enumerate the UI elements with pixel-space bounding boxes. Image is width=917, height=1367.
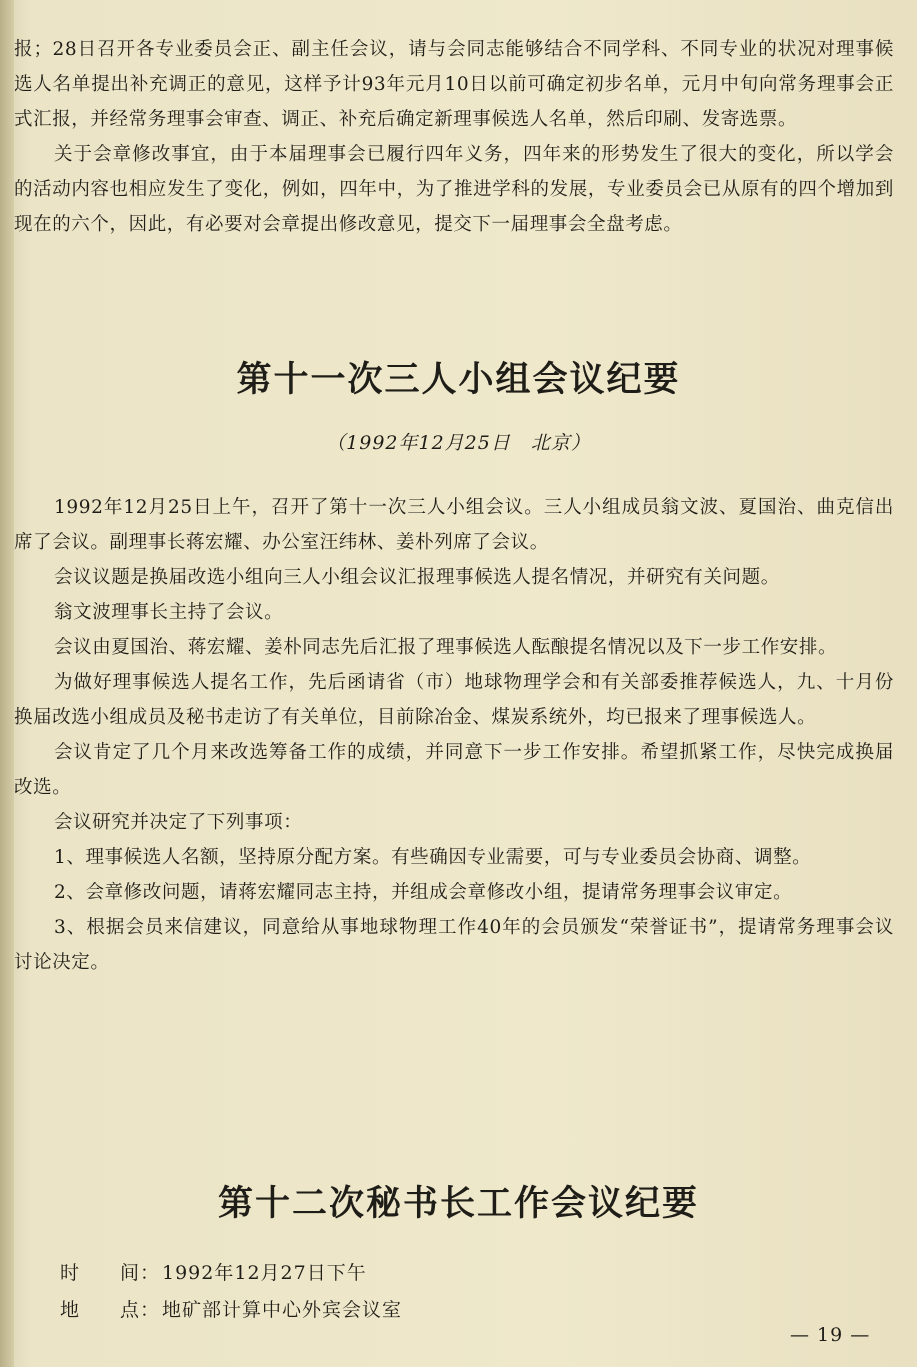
- section-body: [14, 490, 894, 980]
- list-item: 3、根据会员来信建议，同意给从事地球物理工作40年的会员颁发“荣誉证书”，提请常务理事会议讨论决定。: [14, 917, 894, 973]
- paragraph: 会议肯定了几个月来改选筹备工作的成绩，并同意下一步工作安排。希望抓紧工作，尽快完成换届改选。: [14, 742, 894, 798]
- place-label: 地 点：: [60, 1299, 161, 1321]
- paragraph: 报；28日召开各专业委员会正、副主任会议，请与会同志能够结合不同学科、不同专业的状况对理事候选人名单提出补充调正的意见，这样予计93年元月10日以前可确定初步名单，元月中旬向常务理事会正式汇报，并经常务理事会审查、调正、补充后确定新理事候选人名单，然后印刷、发寄选票。: [14, 39, 894, 130]
- page-binding-shadow: [0, 0, 14, 1367]
- paragraph: 翁文波理事长主持了会议。: [54, 602, 284, 623]
- section-title: 第十一次三人小组会议纪要: [236, 360, 681, 400]
- meeting-place-row: [60, 1295, 402, 1322]
- page-number: — 19 —: [790, 1324, 871, 1346]
- place-value: 地矿部计算中心外宾会议室: [162, 1299, 403, 1321]
- paragraph: 关于会章修改事宜，由于本届理事会已履行四年义务，四年来的形势发生了很大的变化，所以学会的活动内容也相应发生了变化，例如，四年中，为了推进学科的发展，专业委员会已从原有的四个增加到现在的六个，因此，有必要对会章提出修改意见，提交下一届理事会全盘考虑。: [14, 144, 894, 235]
- paragraph: 为做好理事候选人提名工作，先后函请省（市）地球物理学会和有关部委推荐候选人，九、十月份换届改选小组成员及秘书走访了有关单位，目前除冶金、煤炭系统外，均已报来了理事候选人。: [14, 672, 894, 728]
- paragraph: 1992年12月25日上午，召开了第十一次三人小组会议。三人小组成员翁文波、夏国治、曲克信出席了会议。副理事长蒋宏耀、办公室汪纬林、姜朴列席了会议。: [14, 497, 894, 553]
- list-item: 1、理事候选人名额，坚持原分配方案。有些确因专业需要，可与专业委员会协商、调整。: [54, 847, 812, 868]
- list-item: 2、会章修改问题，请蒋宏耀同志主持，并组成会章修改小组，提请常务理事会议审定。: [54, 882, 793, 903]
- section-title: 第十二次秘书长工作会议纪要: [217, 1184, 699, 1224]
- meeting-date: （1992年12月25日 北京）: [326, 432, 591, 454]
- time-value: 1992年12月27日下午: [162, 1262, 367, 1284]
- intro-section: [14, 32, 894, 242]
- meeting-time-row: [60, 1258, 367, 1285]
- paragraph: 会议由夏国治、蒋宏耀、姜朴同志先后汇报了理事候选人酝酿提名情况以及下一步工作安排。: [54, 637, 838, 658]
- time-label: 时 间：: [60, 1262, 161, 1284]
- paragraph: 会议研究并决定了下列事项：: [54, 812, 303, 833]
- paragraph: 会议议题是换届改选小组向三人小组会议汇报理事候选人提名情况，并研究有关问题。: [54, 567, 780, 588]
